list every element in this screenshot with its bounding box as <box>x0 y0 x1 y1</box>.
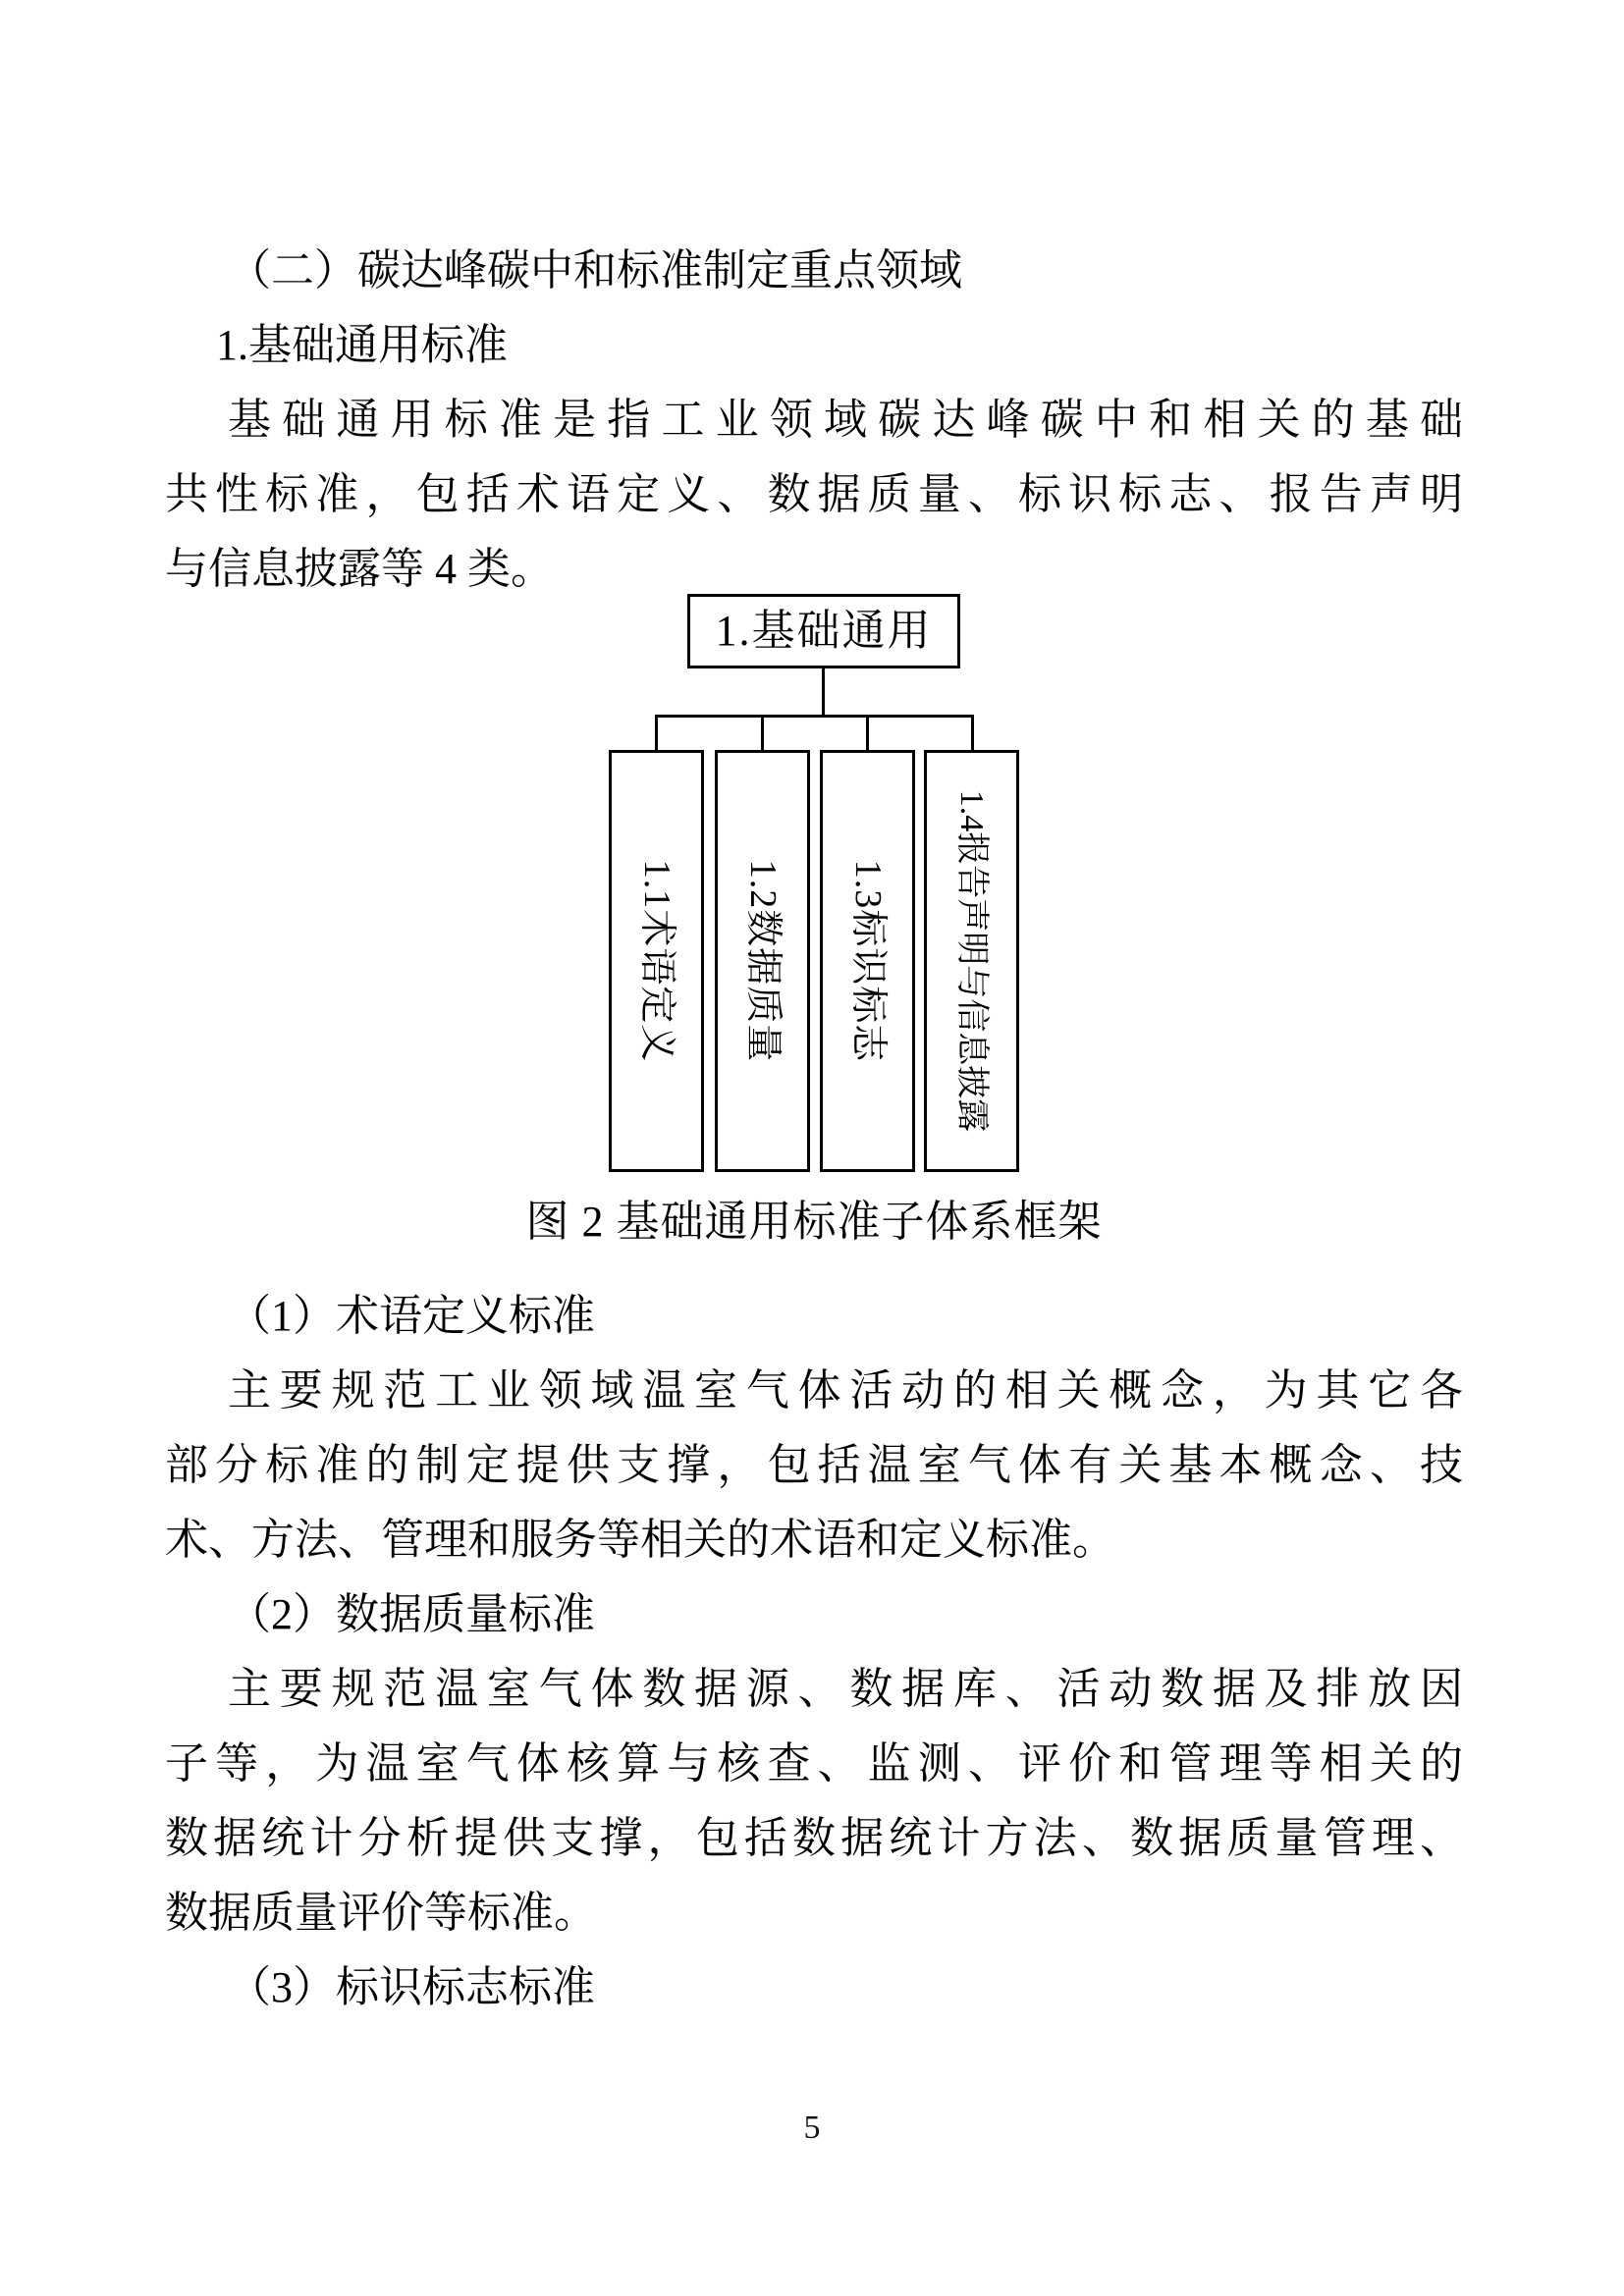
subsection-heading: 1.基础通用标准 <box>216 321 508 369</box>
paragraph-line: 主要规范温室气体数据源、数据库、活动数据及排放因 <box>228 1665 1463 1713</box>
page-content <box>165 234 1463 2025</box>
figure-connector-stub <box>971 718 974 750</box>
figure-child-label: 1.2数据质量 <box>742 859 784 1063</box>
figure-child-label: 1.4报告声明与信息披露 <box>953 789 990 1133</box>
figure-connector-stub <box>655 718 658 750</box>
figure-child-box <box>820 750 915 1172</box>
figure-root-box: 1.基础通用 <box>687 594 960 668</box>
figure-child-box <box>609 750 704 1172</box>
paragraph-line: 基础通用标准是指工业领域碳达峰碳中和相关的基础 <box>228 396 1463 444</box>
figure-child-label: 1.3标识标志 <box>847 859 889 1063</box>
figure-child-label: 1.1术语定义 <box>636 859 677 1063</box>
figure-caption: 图 2 基础通用标准子体系框架 <box>525 1198 1103 1246</box>
paragraph-line: 术、方法、管理和服务等相关的术语和定义标准。 <box>165 1516 1115 1564</box>
section-heading: （二）碳达峰碳中和标准制定重点领域 <box>228 246 962 294</box>
subsection-heading: （3）标识标志标准 <box>228 1963 595 2011</box>
figure-connector-stem <box>822 668 825 715</box>
figure-org-chart <box>609 594 1021 1169</box>
figure-connector-stub <box>866 718 869 750</box>
paragraph-line: 与信息披露等 4 类。 <box>165 545 554 593</box>
paragraph-line: 子等，为温室气体核算与核查、监测、评价和管理等相关的 <box>165 1739 1463 1788</box>
page-number: 5 <box>803 2109 821 2146</box>
subsection-heading: （1）术语定义标准 <box>228 1292 595 1340</box>
figure-child-box <box>715 750 810 1172</box>
figure-connector-stub <box>761 718 764 750</box>
paragraph-line: 部分标准的制定提供支撑，包括温室气体有关基本概念、技 <box>165 1441 1463 1489</box>
paragraph-line: 共性标准，包括术语定义、数据质量、标识标志、报告声明 <box>165 470 1463 518</box>
paragraph-line: 数据质量评价等标准。 <box>165 1889 597 1937</box>
paragraph-line: 数据统计分析提供支撑，包括数据统计方法、数据质量管理、 <box>165 1814 1463 1862</box>
figure-connector-bar <box>655 715 974 718</box>
subsection-heading: （2）数据质量标准 <box>228 1590 595 1638</box>
figure-child-box <box>924 750 1019 1172</box>
paragraph-line: 主要规范工业领域温室气体活动的相关概念，为其它各 <box>228 1366 1463 1415</box>
